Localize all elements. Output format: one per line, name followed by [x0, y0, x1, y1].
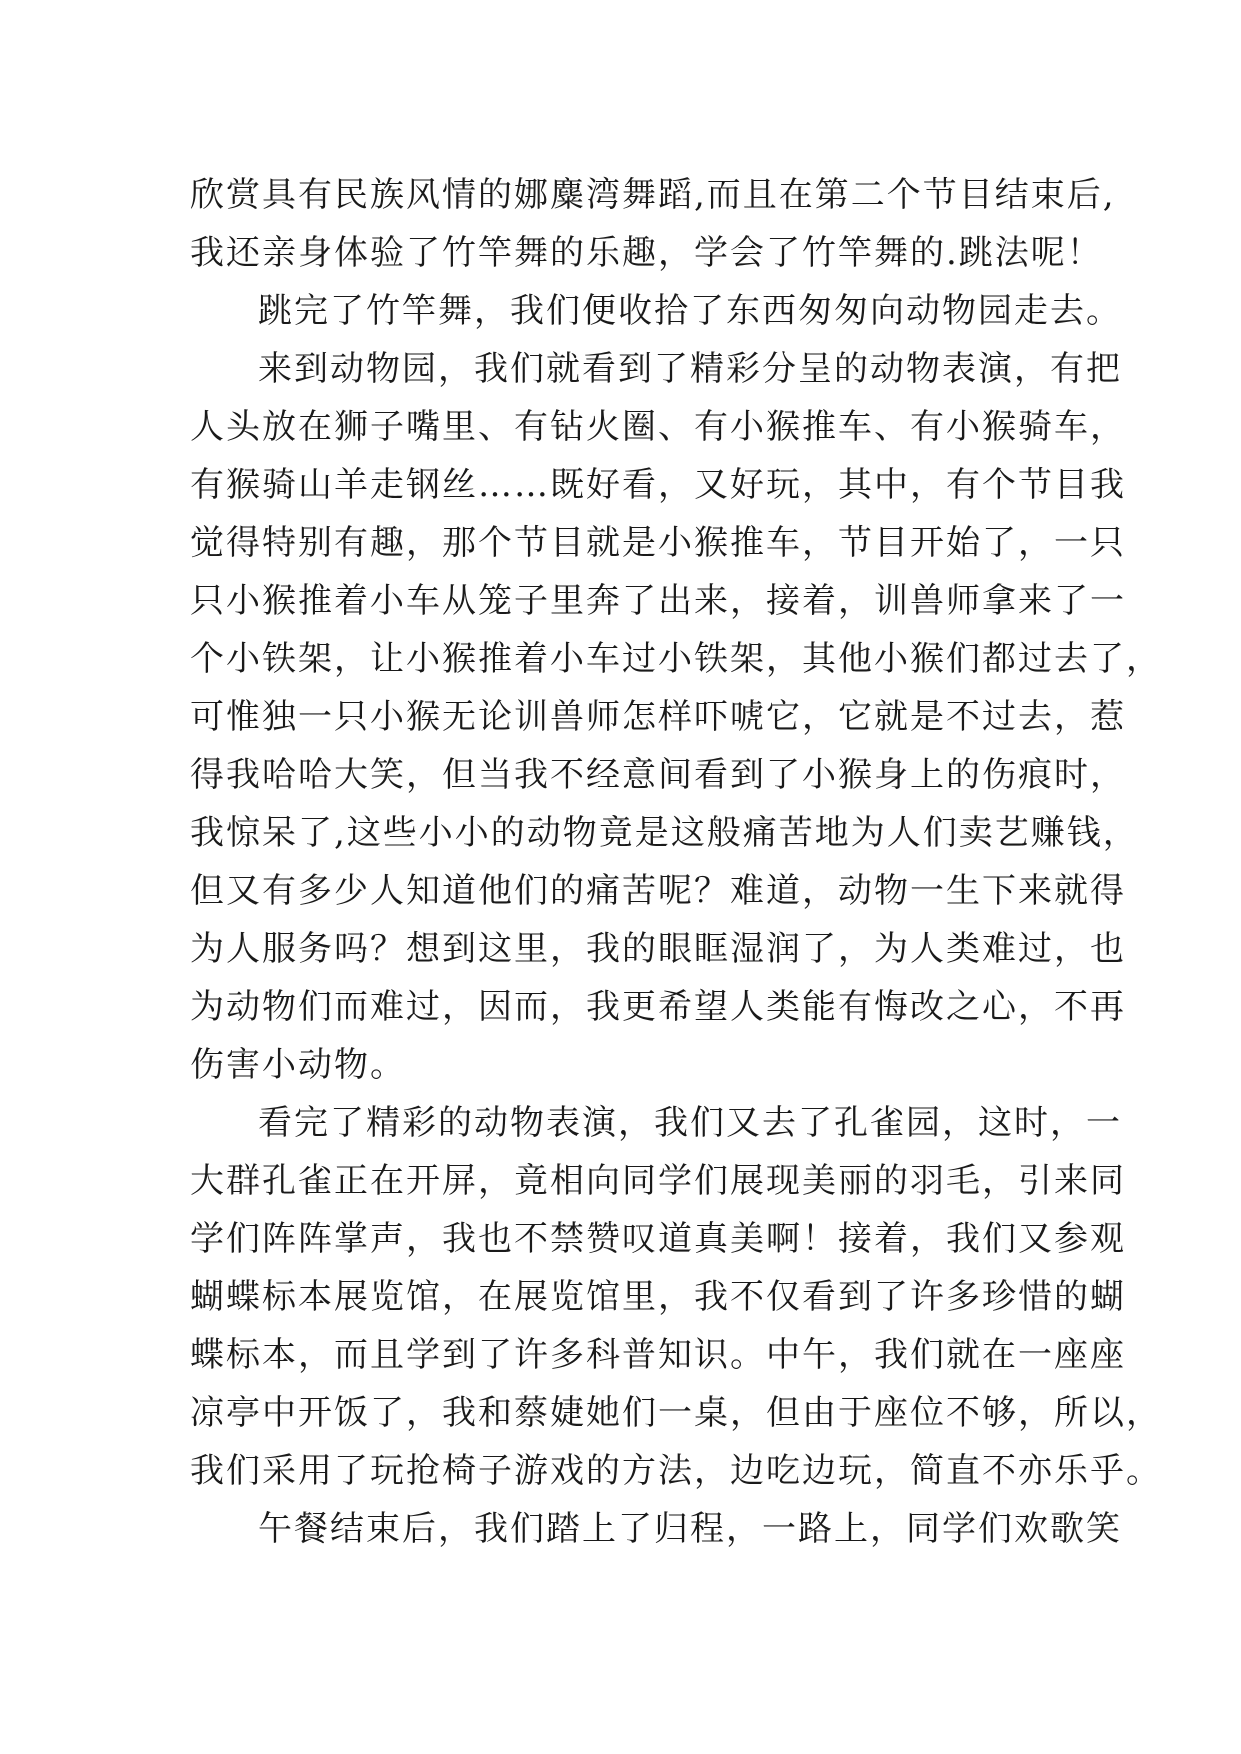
text-line: 蝴蝶标本展览馆，在展览馆里，我不仅看到了许多珍惜的蝴: [190, 1277, 1126, 1317]
text-line: 我们采用了玩抢椅子游戏的方法，边吃边玩，简直不亦乐乎。: [190, 1451, 1162, 1491]
text-line: 觉得特别有趣，那个节目就是小猴推车，节目开始了，一只: [190, 523, 1126, 563]
text-line: 学们阵阵掌声，我也不禁赞叹道真美啊！接着，我们又参观: [190, 1219, 1126, 1259]
text-line: 为动物们而难过，因而，我更希望人类能有悔改之心，不再: [190, 987, 1126, 1027]
text-line: 可惟独一只小猴无论训兽师怎样吓唬它，它就是不过去，惹: [190, 697, 1126, 737]
text-line: 伤害小动物。: [190, 1045, 406, 1085]
text-line: 大群孔雀正在开屏，竟相向同学们展现美丽的羽毛，引来同: [190, 1161, 1126, 1201]
text-line: 凉亭中开饭了，我和蔡婕她们一桌，但由于座位不够，所以，: [190, 1393, 1162, 1433]
paragraph-start-line: 午餐结束后，我们踏上了归程，一路上，同学们欢歌笑: [258, 1509, 1122, 1549]
text-line: 我还亲身体验了竹竿舞的乐趣，学会了竹竿舞的.跳法呢！: [190, 233, 1103, 273]
text-line: 蝶标本，而且学到了许多科普知识。中午，我们就在一座座: [190, 1335, 1126, 1375]
paragraph-start-line: 看完了精彩的动物表演，我们又去了孔雀园，这时，一: [258, 1103, 1122, 1143]
text-line: 得我哈哈大笑，但当我不经意间看到了小猴身上的伤痕时，: [190, 755, 1126, 795]
text-line: 个小铁架，让小猴推着小车过小铁架，其他小猴们都过去了，: [190, 639, 1162, 679]
text-line: 但又有多少人知道他们的痛苦呢？难道，动物一生下来就得: [190, 871, 1126, 911]
text-line: 有猴骑山羊走钢丝……既好看，又好玩，其中，有个节目我: [190, 465, 1126, 505]
paragraph-start-line: 来到动物园，我们就看到了精彩分呈的动物表演，有把: [258, 349, 1122, 389]
text-line: 人头放在狮子嘴里、有钻火圈、有小猴推车、有小猴骑车，: [190, 407, 1126, 447]
text-line: 只小猴推着小车从笼子里奔了出来，接着，训兽师拿来了一: [190, 581, 1126, 621]
text-line: 欣赏具有民族风情的娜麋湾舞蹈,而且在第二个节目结束后,: [190, 175, 1116, 215]
paragraph-start-line: 跳完了竹竿舞，我们便收拾了东西匆匆向动物园走去。: [258, 291, 1122, 331]
text-line: 为人服务吗？想到这里，我的眼眶湿润了，为人类难过，也: [190, 929, 1126, 969]
text-line: 我惊呆了,这些小小的动物竟是这般痛苦地为人们卖艺赚钱，: [190, 813, 1139, 853]
